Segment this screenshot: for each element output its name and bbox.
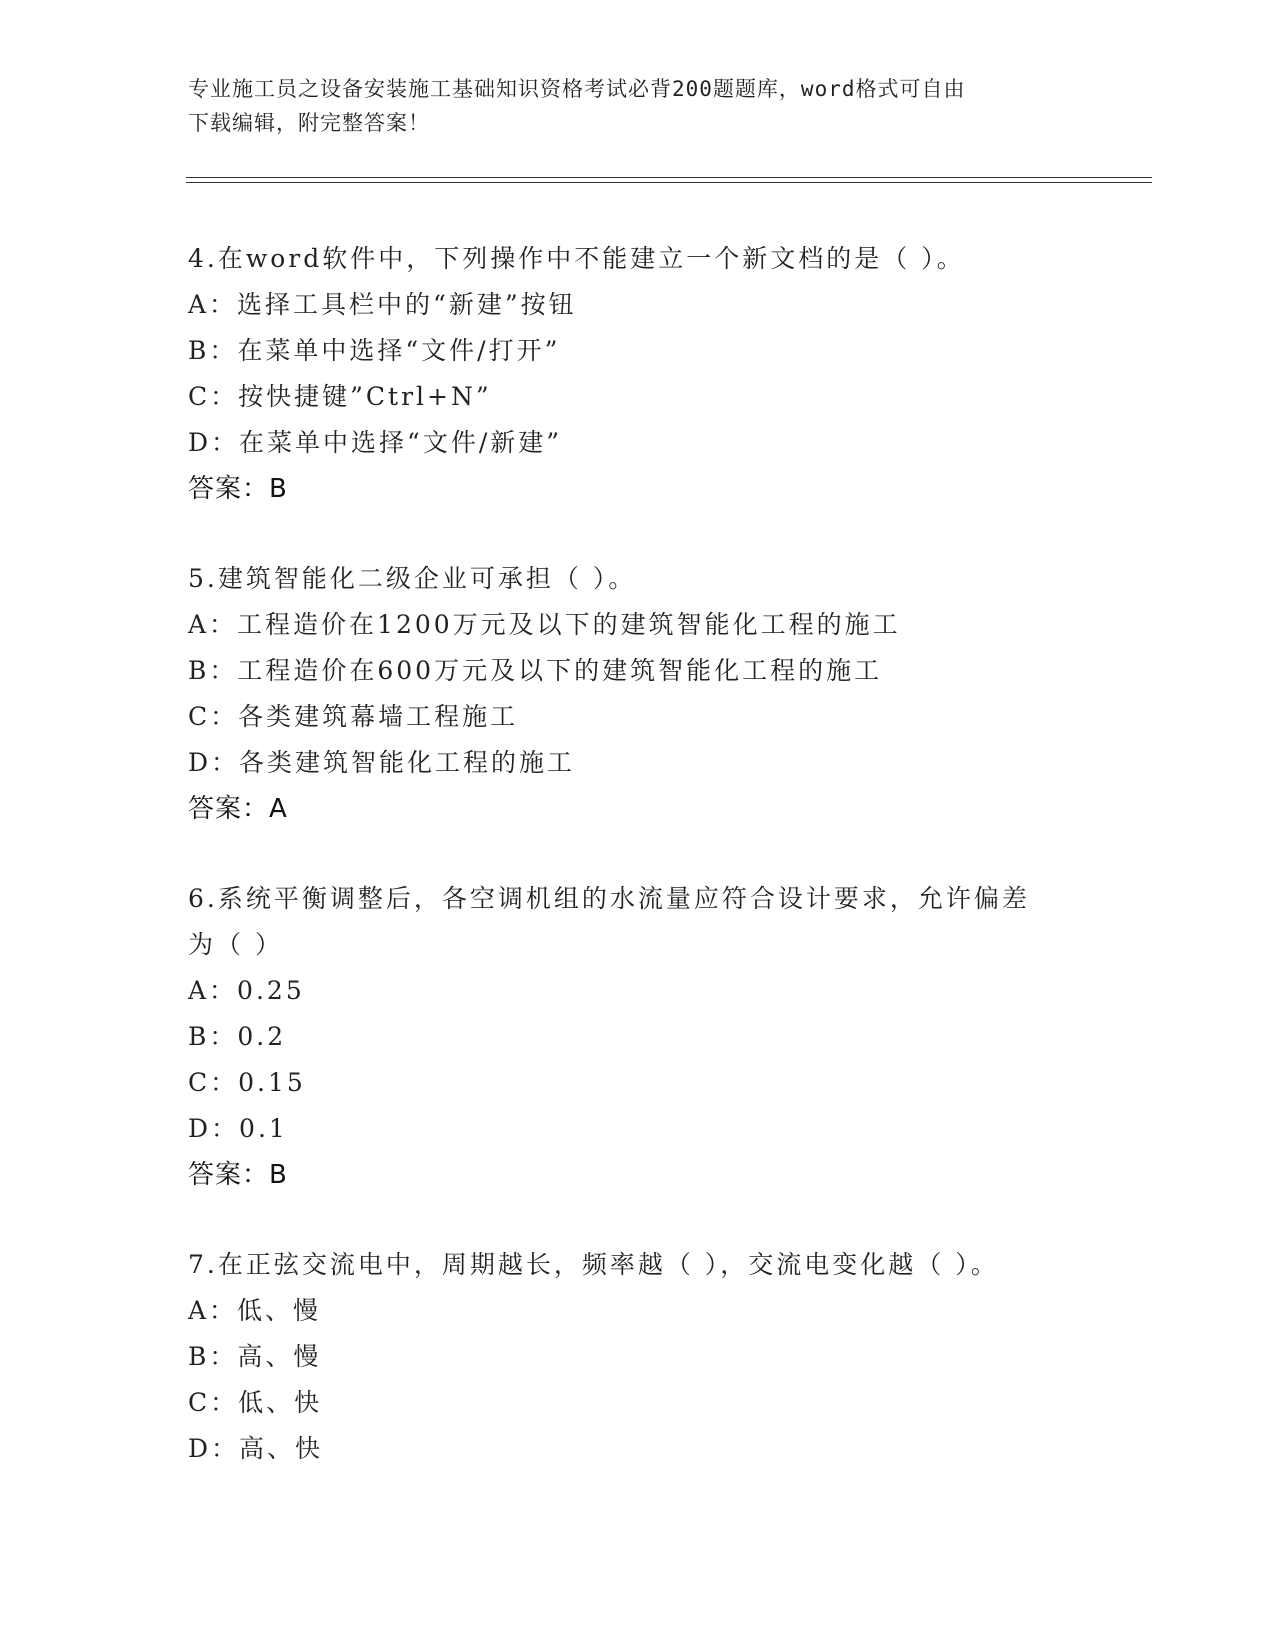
header-divider-top (186, 177, 1152, 178)
answer: 答案：B (188, 474, 288, 504)
answer: 答案：A (188, 794, 288, 824)
option-b: B：高、慢 (188, 1342, 322, 1371)
header-line-2: 下载编辑，附完整答案！ (188, 111, 430, 135)
question-stem-line-1: 6.系统平衡调整后，各空调机组的水流量应符合设计要求，允许偏差 (188, 884, 1030, 913)
question-4 (188, 236, 1088, 512)
document-header (188, 72, 1068, 140)
option-b: B：在菜单中选择“文件/打开” (188, 336, 561, 365)
header-divider-bottom (186, 182, 1152, 183)
option-a: A：低、慢 (188, 1296, 322, 1325)
option-b: B：工程造价在600万元及以下的建筑智能化工程的施工 (188, 656, 883, 685)
question-stem: 4.在word软件中，下列操作中不能建立一个新文档的是（ ）。 (188, 244, 965, 273)
option-a: A：工程造价在1200万元及以下的建筑智能化工程的施工 (188, 610, 901, 639)
option-a: A：0.25 (188, 976, 305, 1005)
question-7 (188, 1242, 1088, 1472)
option-c: C：各类建筑幕墙工程施工 (188, 702, 519, 731)
option-c: C：低、快 (188, 1388, 323, 1417)
option-a: A：选择工具栏中的“新建”按钮 (188, 290, 577, 319)
option-b: B：0.2 (188, 1022, 287, 1051)
question-stem: 7.在正弦交流电中，周期越长，频率越（ ），交流电变化越（ ）。 (188, 1250, 999, 1279)
option-d: D：0.1 (188, 1114, 288, 1143)
question-stem: 5.建筑智能化二级企业可承担（ ）。 (188, 564, 637, 593)
option-c: C：按快捷键”Ctrl+N” (188, 382, 492, 411)
question-6 (188, 876, 1088, 1198)
option-d: D：各类建筑智能化工程的施工 (188, 748, 576, 777)
option-d: D：在菜单中选择“文件/新建” (188, 428, 563, 457)
option-c: C：0.15 (188, 1068, 306, 1097)
question-5 (188, 556, 1088, 832)
header-line-1: 专业施工员之设备安装施工基础知识资格考试必背200题题库，word格式可自由 (188, 77, 966, 101)
answer: 答案：B (188, 1160, 288, 1190)
option-d: D：高、快 (188, 1434, 324, 1463)
question-stem-line-2: 为（ ） (188, 930, 283, 959)
